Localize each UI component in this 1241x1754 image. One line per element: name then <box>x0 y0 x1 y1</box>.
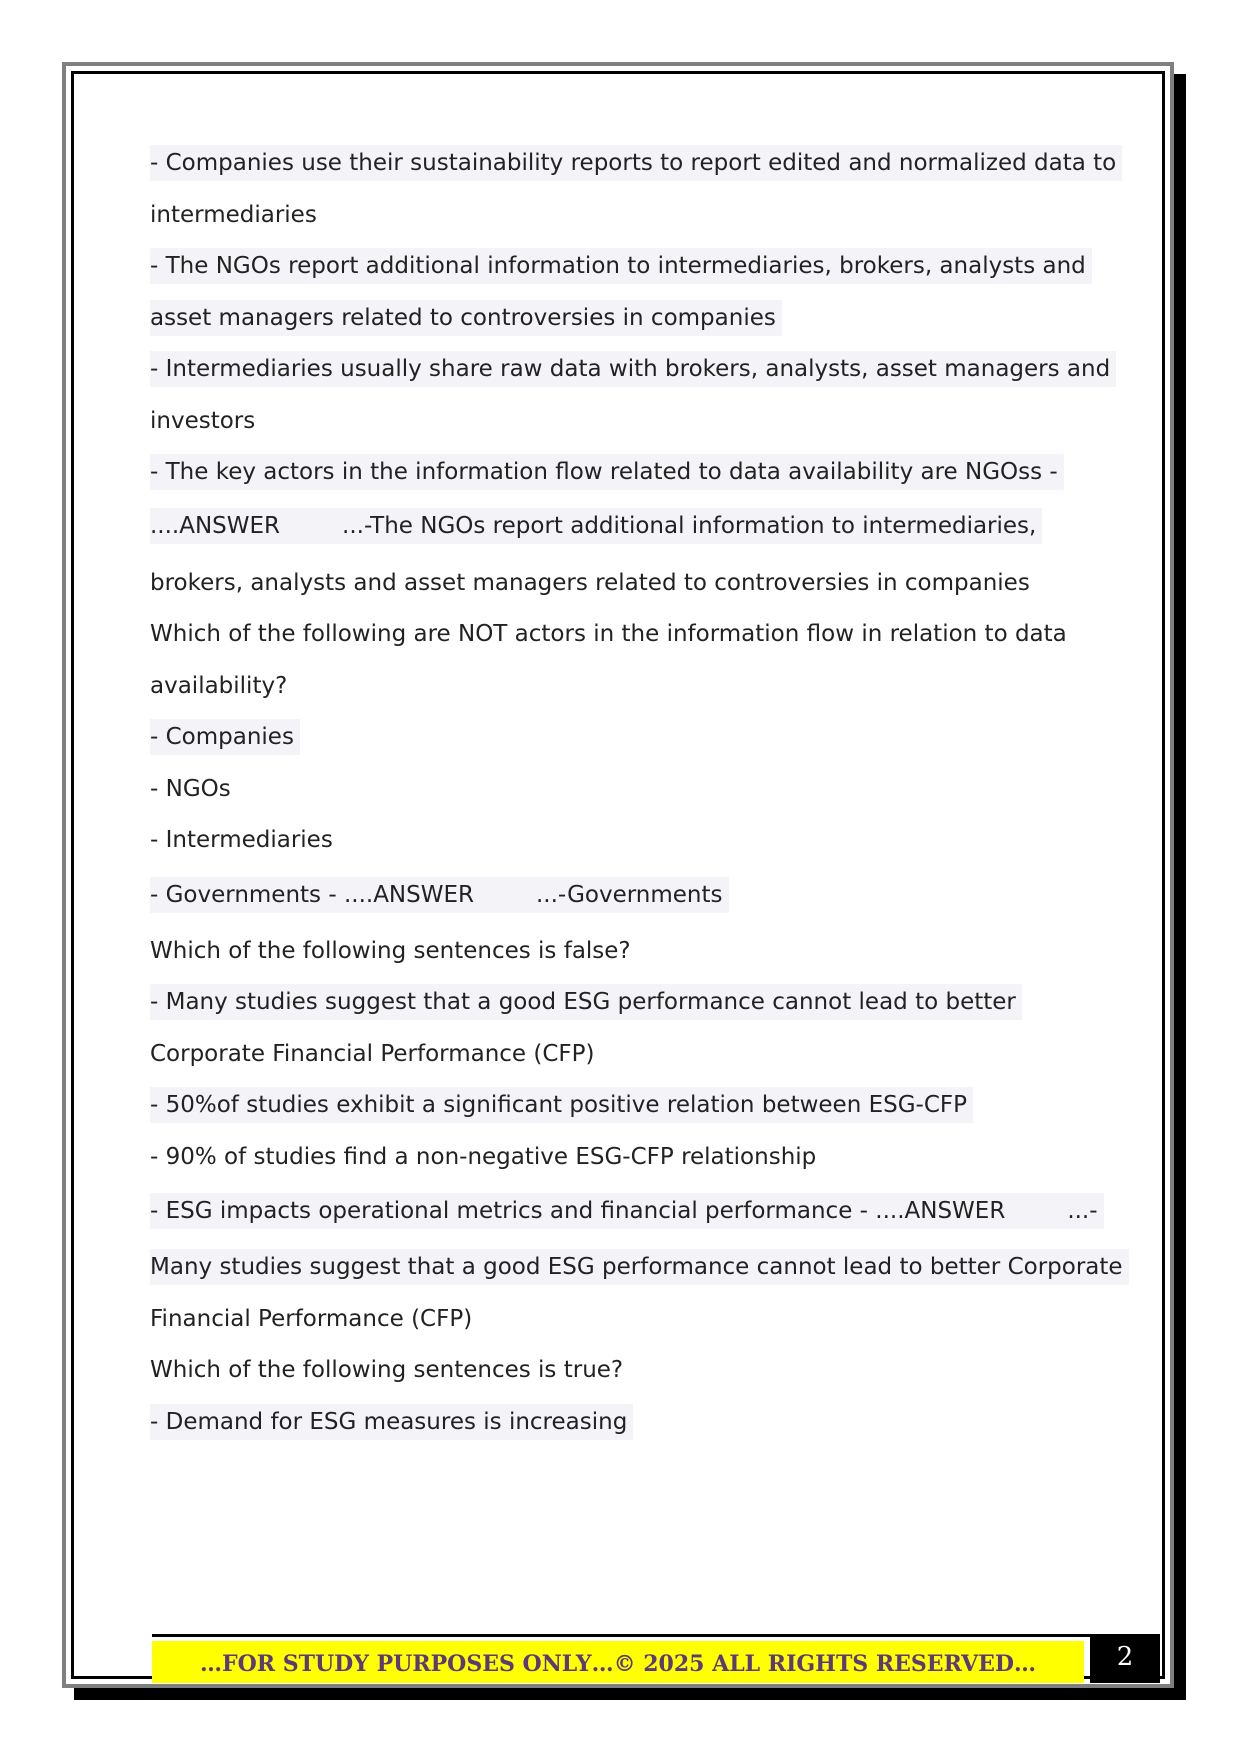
answer-label: ....ANSWER <box>150 513 281 539</box>
text-line: asset managers related to controversies in companies <box>150 300 782 336</box>
text-line: - Companies use their sustainability reports to report edited and normalized data to <box>150 145 1122 181</box>
option-line: - 90% of studies find a non-negative ESG-CFP relationship <box>150 1144 817 1170</box>
answer-text: ...- <box>1067 1198 1098 1224</box>
option-line: - Companies <box>150 719 300 755</box>
answer-line <box>150 877 729 913</box>
option-line: - Intermediaries <box>150 827 333 853</box>
option-line: - Many studies suggest that a good ESG performance cannot lead to better <box>150 984 1022 1020</box>
question-line: availability? <box>150 673 288 699</box>
page-number: 2 <box>1090 1634 1160 1683</box>
footer-rule <box>152 1634 1160 1637</box>
option-line: - Demand for ESG measures is increasing <box>150 1404 633 1440</box>
option-line: - NGOs <box>150 776 231 802</box>
question-line: Which of the following are NOT actors in the information flow in relation to data <box>150 621 1067 647</box>
answer-line <box>150 508 1042 544</box>
text-line: Many studies suggest that a good ESG performance cannot lead to better Corporate <box>150 1249 1129 1285</box>
text-line: investors <box>150 408 256 434</box>
text-line: Financial Performance (CFP) <box>150 1306 473 1332</box>
question-line: Which of the following sentences is false? <box>150 938 631 964</box>
footer-notice: …FOR STUDY PURPOSES ONLY…© 2025 ALL RIGHTS RESERVED… <box>152 1641 1084 1683</box>
question-line: Which of the following sentences is true? <box>150 1357 624 1383</box>
text-line: intermediaries <box>150 202 317 228</box>
text-line: - Intermediaries usually share raw data with brokers, analysts, asset managers and <box>150 351 1116 387</box>
text-line: - The NGOs report additional information to intermediaries, brokers, analysts and <box>150 248 1092 284</box>
option-line: Corporate Financial Performance (CFP) <box>150 1041 595 1067</box>
answer-line <box>150 1193 1104 1229</box>
text-line: brokers, analysts and asset managers related to controversies in companies <box>150 570 1030 596</box>
option-line: - 50%of studies exhibit a significant positive relation between ESG-CFP <box>150 1087 973 1123</box>
answer-text: ...-Governments <box>536 882 723 908</box>
answer-label: - Governments - ....ANSWER <box>150 882 474 908</box>
answer-text: ...-The NGOs report additional information to intermediaries, <box>342 513 1037 539</box>
text-line: - The key actors in the information flow related to data availability are NGOss - <box>150 454 1064 490</box>
answer-label: - ESG impacts operational metrics and financial performance - ....ANSWER <box>150 1198 1006 1224</box>
